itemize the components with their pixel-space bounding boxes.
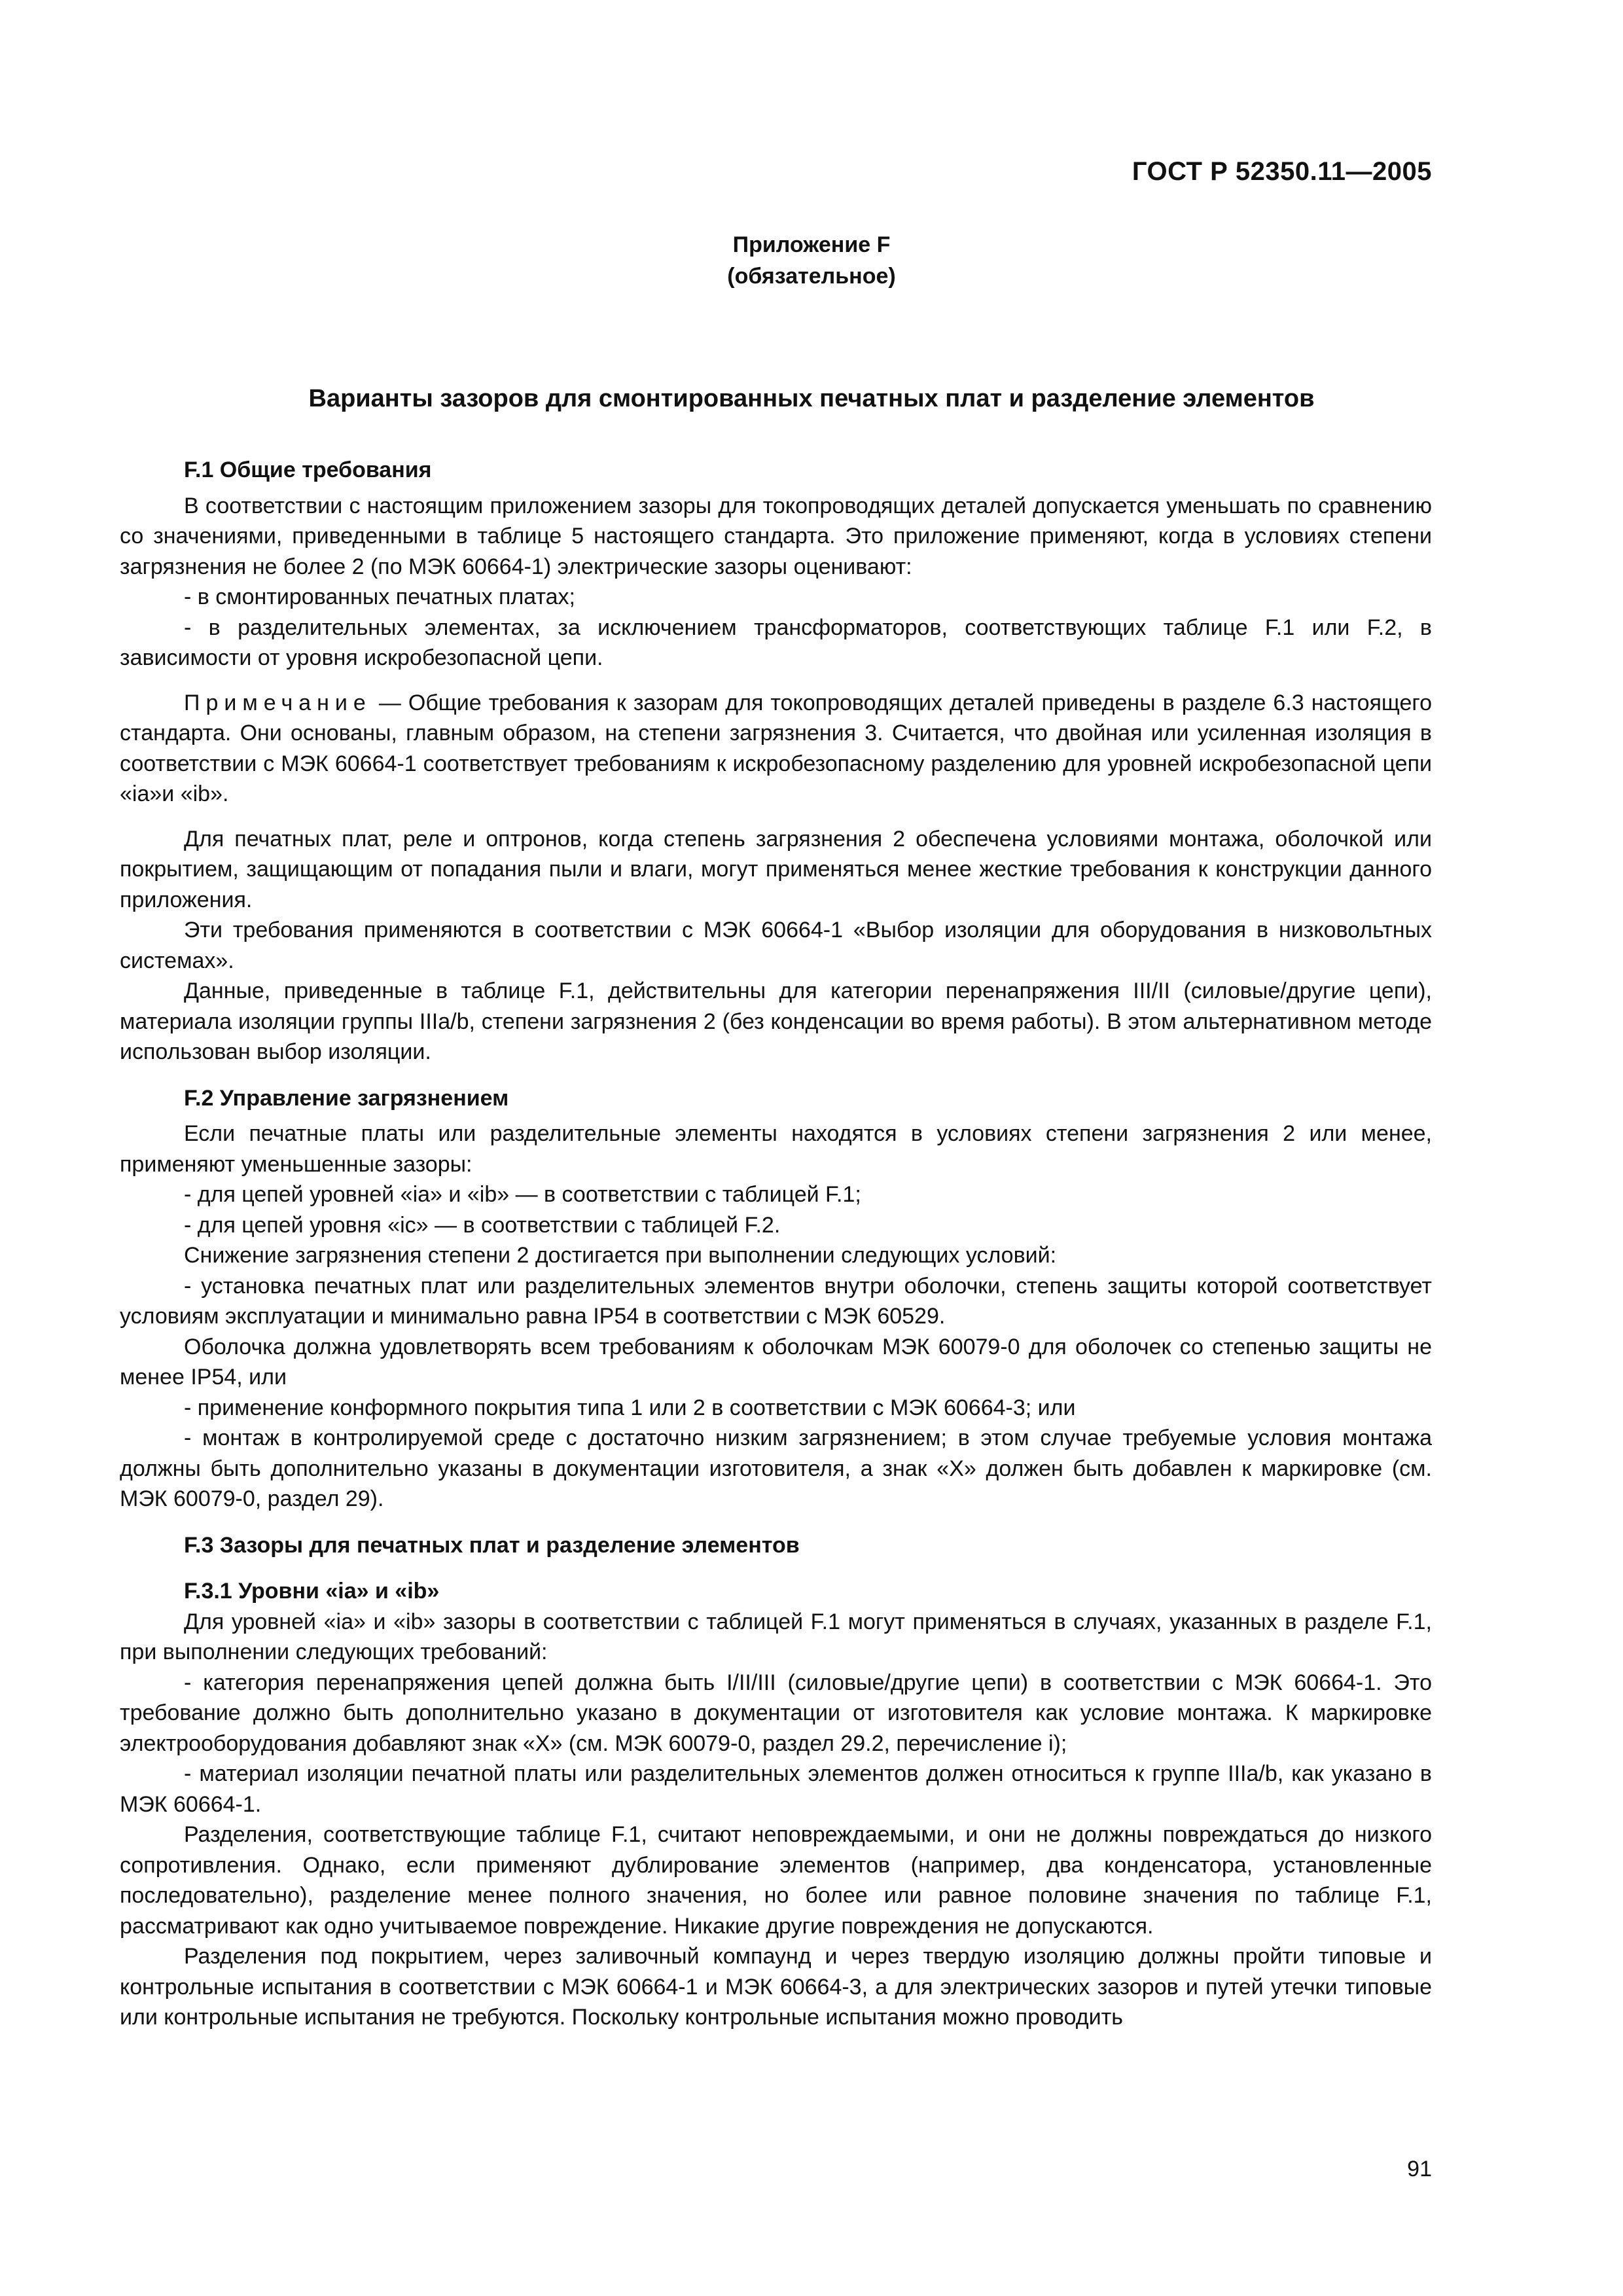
- main-title: Варианты зазоров для смонтированных печатных плат и разделение элементов: [308, 385, 1315, 412]
- section-heading-f2: F.2 Управление загрязнением: [184, 1085, 509, 1111]
- appendix-title: Приложение F: [732, 232, 891, 257]
- standard-number: ГОСТ Р 52350.11—2005: [1132, 157, 1432, 186]
- list-item: - монтаж в контролируемой среде с достаточно низким загрязнением; в этом случае требуемые условия монтажа должны быть дополнительно указаны в документации изготовителя, а знак «X» должен быть добавлен к маркировке (см. МЭК 60079-0, раздел 29).: [120, 1426, 1432, 1511]
- note-label: Примечание: [184, 690, 372, 715]
- appendix-status: (обязательное): [727, 264, 896, 289]
- list-item: - установка печатных плат или разделительных элементов внутри оболочки, степень защиты которой соответствует условиям эксплуатации и минимально равна IP54 в соответствии с МЭК 60529.: [120, 1273, 1432, 1329]
- document-body: [120, 455, 1432, 2033]
- paragraph: Снижение загрязнения степени 2 достигается при выполнении следующих условий:: [184, 1243, 1057, 1268]
- list-item: - для цепей уровней «ia» и «ib» — в соответствии с таблицей F.1;: [184, 1182, 861, 1207]
- list-item: - материал изоляции печатной платы или разделительных элементов должен относиться к группе IIIa/b, как указано в МЭК 60664-1.: [120, 1761, 1432, 1817]
- paragraph: Разделения, соответствующие таблице F.1, считают неповреждаемыми, и они не должны повреждаться до низкого сопротивления. Однако, если применяют дублирование элементов (например, два конденсатора, установленные последовательно), разделение менее полного значения, но более или равное половине значения по таблице F.1, рассматривают как одно учитываемое повреждение. Никакие другие повреждения не допускаются.: [120, 1822, 1432, 1939]
- note-paragraph: [120, 688, 1432, 810]
- note-text: — Общие требования к зазорам для токопроводящих деталей приведены в разделе 6.3 настоящего стандарта. Они основаны, главным образом, на степени загрязнения 3. Считается, что двойная или усиленная изоляция в соответствии с МЭК 60664-1 соответствует требованиям к искробезопасному разделению для уровней искробезопасной цепи «ia»и «ib».: [120, 690, 1432, 806]
- page-number: 91: [1407, 2157, 1432, 2181]
- paragraph: Если печатные платы или разделительные элементы находятся в условиях степени загрязнения 2 или менее, применяют уменьшенные зазоры:: [120, 1121, 1432, 1177]
- paragraph: Эти требования применяются в соответствии с МЭК 60664-1 «Выбор изоляции для оборудования в низковольтных системах».: [120, 918, 1432, 973]
- paragraph: Для уровней «ia» и «ib» зазоры в соответствии с таблицей F.1 могут применяться в случаях, указанных в разделе F.1, при выполнении следующих требований:: [120, 1609, 1432, 1664]
- list-item: - в смонтированных печатных платах;: [184, 584, 576, 609]
- list-item: - в разделительных элементах, за исключением трансформаторов, соответствующих таблице F.1 или F.2, в зависимости от уровня искробезопасной цепи.: [120, 615, 1432, 670]
- subsection-heading-f3-1: F.3.1 Уровни «ia» и «ib»: [184, 1579, 440, 1604]
- paragraph: Разделения под покрытием, через заливочный компаунд и через твердую изоляцию должны пройти типовые и контрольные испытания в соответствии с МЭК 60664-1 и МЭК 60664-3, а для электрических зазоров и путей утечки типовые или контрольные испытания не требуются. Поскольку контрольные испытания можно проводить: [120, 1944, 1432, 2030]
- appendix-heading: [0, 229, 1623, 292]
- list-item: - категория перенапряжения цепей должна быть I/II/III (силовые/другие цепи) в соответствии с МЭК 60664-1. Это требование должно быть дополнительно указано в документации от изготовителя как условие монтажа. К маркировке электрооборудования добавляют знак «X» (см. МЭК 60079-0, раздел 29.2, перечисление i);: [120, 1670, 1432, 1756]
- list-item: - для цепей уровня «ic» — в соответствии с таблицей F.2.: [184, 1212, 781, 1238]
- list-item: - применение конформного покрытия типа 1 или 2 в соответствии с МЭК 60664-3; или: [184, 1395, 1076, 1420]
- paragraph: В соответствии с настоящим приложением зазоры для токопроводящих деталей допускается уменьшать по сравнению со значениями, приведенными в таблице 5 настоящего стандарта. Это приложение применяют, когда в условиях степени загрязнения не более 2 (по МЭК 60664-1) электрические зазоры оценивают:: [120, 493, 1432, 579]
- paragraph: Для печатных плат, реле и оптронов, когда степень загрязнения 2 обеспечена условиями монтажа, оболочкой или покрытием, защищающим от попадания пыли и влаги, могут применяться менее жесткие требования к конструкции данного приложения.: [120, 826, 1432, 912]
- paragraph: Данные, приведенные в таблице F.1, действительны для категории перенапряжения III/II (силовые/другие цепи), материала изоляции группы IIIa/b, степени загрязнения 2 (без конденсации во время работы). В этом альтернативном методе использован выбор изоляции.: [120, 978, 1432, 1064]
- section-heading-f3: F.3 Зазоры для печатных плат и разделение элементов: [184, 1532, 800, 1558]
- section-heading-f1: F.1 Общие требования: [184, 457, 432, 482]
- paragraph: Оболочка должна удовлетворять всем требованиям к оболочкам МЭК 60079-0 для оболочек со степенью защиты не менее IP54, или: [120, 1334, 1432, 1390]
